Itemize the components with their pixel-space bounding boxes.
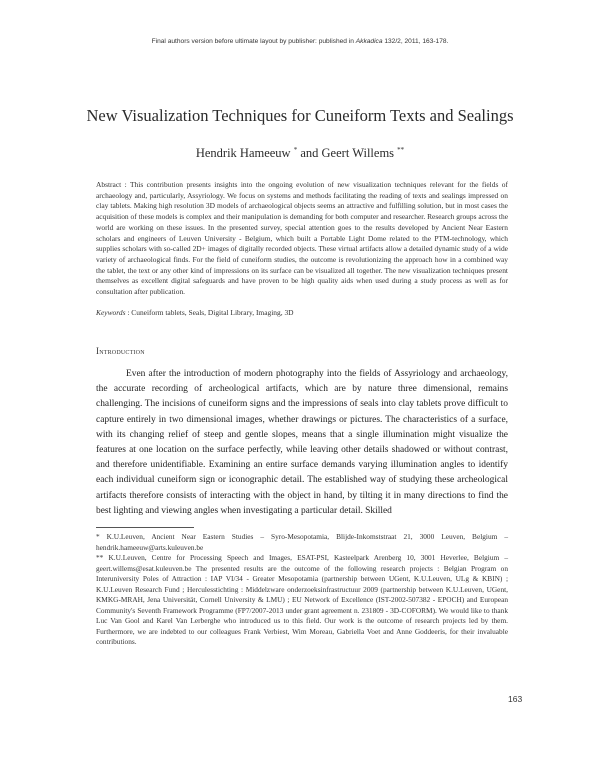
author-1: Hendrik Hameeuw: [195, 146, 291, 160]
author-2-footnote-mark: **: [397, 146, 405, 154]
abstract: Abstract : This contribution presents insights into the ongoing evolution of new visualization techniques relevant for the fields of archaeology and, particularly, Assyriology. We focus on systems and methods facilitating the reading of texts and sealings impressed on clay tablets. Making high resolution 3D models of archaeological objects seems an attractive and fulfilling solution, but in most cases the acquisition of these models is complex and their manipulation is demanding for both computer and researcher. Research groups across the world are working on these issues. In the presented survey, special attention goes to the results developed by Ancient Near Eastern scholars and engineers of Leuven University - Belgium, which built a Portable Light Dome related to the PTM-technology, which supplies scholars with so-called 2D+ images of digitally recorded objects. These virtual artifacts allow a detailed dynamic study of a wide variety of archaeological finds. For the field of cuneiform studies, the outcome is revolutionizing the approach how in a combined way the tablet, the text or any other kind of impressions on its surface can be visualized all together. The new visualization techniques present themselves as excellent digital safeguards and have proven to be high quality aids when used during a study process as well as for consultation after publication.: [96, 180, 508, 297]
running-head-suffix: 132/2, 2011, 163-178.: [382, 38, 449, 45]
author-joiner: and: [297, 146, 322, 160]
paper-title: New Visualization Techniques for Cuneiform Texts and Sealings: [86, 106, 514, 125]
running-head-prefix: Final authors version before ultimate layout by publisher: published in: [151, 38, 356, 45]
page-number: 163: [508, 694, 523, 704]
running-head: [0, 38, 600, 45]
keywords-label: Keywords: [96, 308, 126, 317]
section-heading-introduction: Introduction: [96, 346, 145, 356]
introduction-paragraph: Even after the introduction of modern photography into the fields of Assyriology and archaeology, the accurate recording of archeological artifacts, which are by nature three dimensional, remains challenging. The incisions of cuneiform signs and the impressions of seals into clay tablets prove difficult to capture entirely in two dimensional images, whether drawings or pictures. The characteristics of a surface, with its changing relief of steep and gentle slopes, means that a single illumination might visualize the features at one location on the surface perfectly, while leaving other details shadowed or without contrast, and therefore unidentifiable. Examining an entire surface demands varying illumination angles to identify each individual cuneiform sign or iconographic detail. The established way of studying these archeological artifacts therefore consists of interacting with the object in hand, by tilting it in many directions to find the best lighting and viewing angles when investigating a particular detail. Skilled: [96, 369, 508, 516]
keywords: [96, 308, 508, 319]
keywords-text: : Cuneiform tablets, Seals, Digital Library, Imaging, 3D: [125, 308, 294, 317]
footnote-divider: [96, 527, 194, 528]
running-head-journal: Akkadica: [355, 38, 383, 45]
author-2: Geert Willems: [321, 146, 395, 160]
footnote-2: ** K.U.Leuven, Centre for Processing Speech and Images, ESAT-PSI, Kasteelpark Arenberg 10, 3001 Heverlee, Belgium – geert.willems@esat.kuleuven.be The presented results are the outcome of the following research projects : Belgian Program on Interuniversity Poles of Attraction : IAP VI/34 - Greater Mesopotamia (partnership between UGent, K.U.Leuven, ULg & KBIN) ; K.U.Leuven Research Fund ; Herculesstichting : Middelzware onderzoeksinfrastructuur 2009 (partnership between K.U.Leuven, UGent, KMKG-MRAH, Jena Universität, Cornell University & LMU) ; EU Network of Excellence (IST-2002-507382 - EPOCH) and European Community's Seventh Framework Programme (FP7/2007-2013 under grant agreement n. 231809 - 3D-COFORM). We would like to thank Luc Van Gool and Karel Van Lerberghe who introduced us to this field. Our work is the outcome of research projects led by them. Furthermore, we are indebted to our colleagues Frank Verbiest, Wim Moreau, Gabriella Voet and Anne Goddeeris, for their invaluable contributions.: [96, 553, 508, 647]
author-line: [0, 146, 600, 161]
footnotes: [96, 532, 508, 648]
footnote-1: * K.U.Leuven, Ancient Near Eastern Studies – Syro-Mesopotamia, Blijde-Inkomststraat 21, 3000 Leuven, Belgium – hendrik.hameeuw@arts.kuleuven.be: [96, 532, 508, 552]
author-1-footnote-mark: *: [293, 146, 298, 154]
